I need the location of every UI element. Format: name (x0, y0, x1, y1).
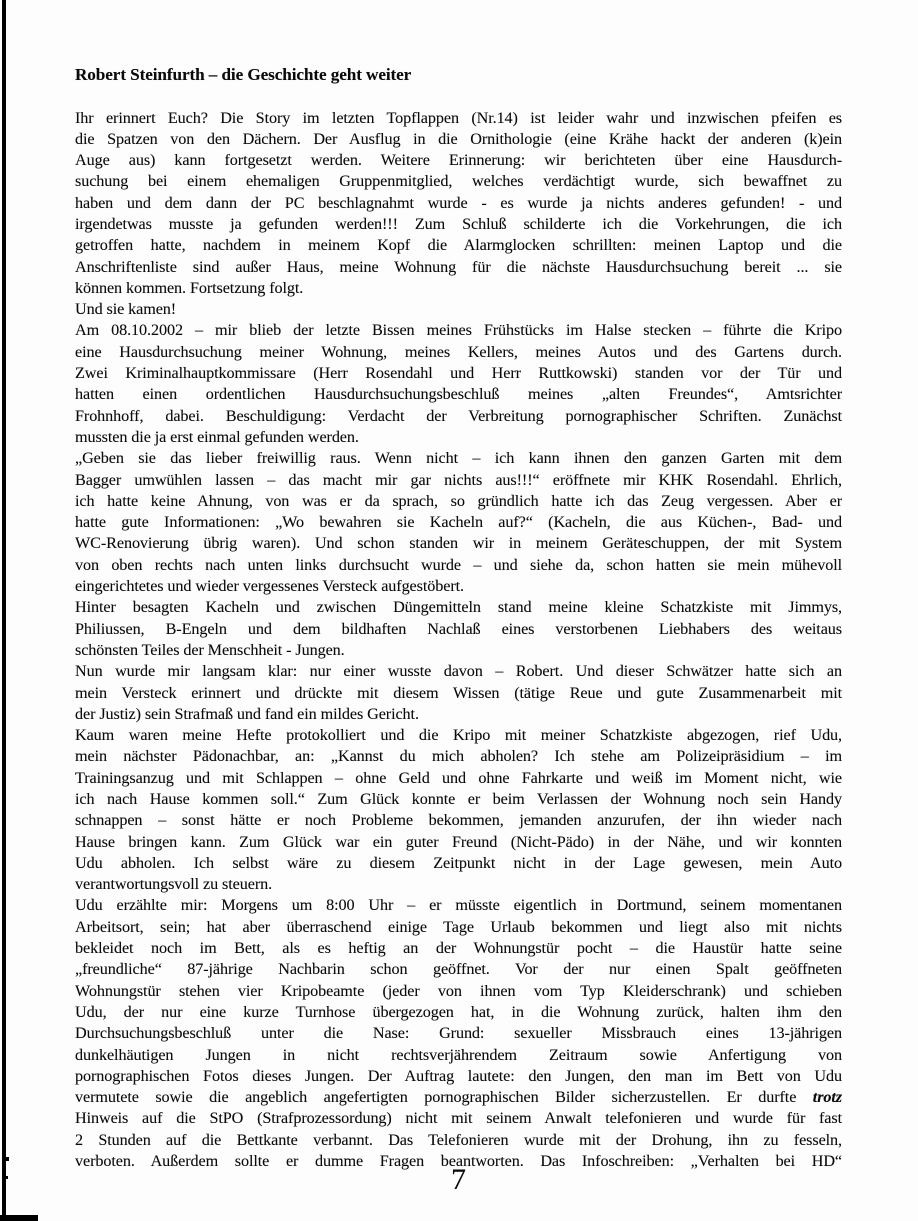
text-line: getroffen hatte, nachdem in meinem Kopf die Alarmglocken schrillten: meinen Laptop und die (75, 236, 842, 255)
text-line: Udu abholen. Ich selbst wäre zu diesem Zeitpunkt nicht in der Lage gewesen, mein Auto (75, 853, 842, 872)
text-line: hatten einen ordentlichen Hausdurchsuchungsbeschluß meines „alten Freundes“, Amtsrichter (75, 385, 842, 404)
text-line: irgendetwas musste ja gefunden werden!!! Zum Schluß schilderte ich die Vorkehrungen, die ich (75, 214, 842, 233)
text-line: können kommen. Fortsetzung folgt. (75, 278, 304, 297)
text-line: Trainingsanzug und mit Schlappen – ohne Geld und ohne Fahrkarte und weiß im Moment nicht, wie (75, 768, 842, 787)
text-line: die Spatzen von den Dächern. Der Ausflug in die Ornithologie (eine Krähe hackt der anderen (k)ein (75, 129, 842, 148)
text-line: bekleidet noch im Bett, als es heftig an der Wohnungstür pocht – die Haustür hatte seine (75, 939, 842, 958)
text-line: Frohnhoff, dabei. Beschuldigung: Verdacht der Verbreitung pornographischer Schriften. Zunächst (75, 406, 842, 425)
text-line: „Geben sie das lieber freiwillig raus. Wenn nicht – ich kann ihnen den ganzen Garten mit dem (75, 449, 842, 468)
text-line: Durchsuchungsbeschluß unter die Nase: Grund: sexueller Missbrauch eines 13-jährigen (75, 1024, 842, 1043)
text-line: Am 08.10.2002 – mir blieb der letzte Bissen meines Frühstücks im Halse stecken – führte die Kripo (75, 321, 842, 340)
text-line: Philiussen, B-Engeln und dem bildhaften Nachlaß eines verstorbenen Liebhabers des weitaus (75, 619, 842, 638)
text-line: schönsten Teiles der Menschheit - Jungen. (75, 640, 345, 659)
left-edge-scan-line (2, 0, 6, 1221)
text-line: Hinweis auf die StPO (Strafprozessordung) nicht mit seinem Anwalt telefonieren und wurde für fast (75, 1109, 842, 1128)
text-line: Hinter besagten Kacheln und zwischen Düngemitteln stand meine kleine Schatzkiste mit Jimmys, (75, 598, 842, 617)
text-column (75, 64, 842, 1172)
page-number: 7 (451, 1163, 466, 1196)
bottom-left-scan-mark (0, 1215, 38, 1221)
text-line: Bagger umwühlen lassen – das macht mir gar nichts aus!!!“ eröffnete mir KHK Rosendahl. Ehrlich, (75, 470, 842, 489)
page-title: Robert Steinfurth – die Geschichte geht weiter (75, 65, 412, 84)
text-line: eine Hausdurchsuchung meiner Wohnung, meines Kellers, meines Autos und des Gartens durch. (75, 342, 842, 361)
text-line: mein Versteck erinnert und drückte mit diesem Wissen (tätige Reue und gute Zusammenarbeit mit (75, 683, 842, 702)
text-line: Nun wurde mir langsam klar: nur einer wusste davon – Robert. Und dieser Schwätzer hatte sich an (75, 662, 842, 681)
text-line: schnappen – sonst hätte er noch Probleme bekommen, jemanden anzurufen, der ihn wieder nach (75, 811, 842, 830)
text-line: Auge aus) kann fortgesetzt werden. Weitere Erinnerung: wir berichteten über eine Hausdurch- (75, 151, 842, 170)
article-body (75, 108, 842, 1173)
text-line: Udu, der nur eine kurze Turnhose übergezogen hat, in die Wohnung zurück, halten ihm den (75, 1002, 842, 1021)
text-line: Arbeitsort, sein; hat aber überraschend einige Tage Urlaub bekommen und liegt also mit nichts (75, 917, 842, 936)
text-line: Wohnungstür stehen vier Kripobeamte (jeder von ihnen vom Typ Kleiderschrank) und schieben (75, 981, 842, 1000)
text-line: dunkelhäutigen Jungen in nicht rechtsverjährendem Zeitraum sowie Anfertigung von (75, 1045, 842, 1064)
text-line: eingerichtetes und wieder vergessenes Versteck aufgestöbert. (75, 577, 464, 596)
text-line: mein nächster Pädonachbar, an: „Kannst du mich abholen? Ich stehe am Polizeipräsidium – im (75, 747, 842, 766)
text-line: Hause bringen kann. Zum Glück war ein guter Freund (Nicht-Pädo) in der Nähe, und wir konnten (75, 832, 842, 851)
text-line: verantwortungsvoll zu steuern. (75, 875, 273, 894)
text-line: 2 Stunden auf die Bettkante verbannt. Das Telefonieren wurde mit der Drohung, ihn zu fesseln, (75, 1130, 842, 1149)
text-line: hatte gute Informationen: „Wo bewahren sie Kacheln auf?“ (Kacheln, die aus Küchen-, Bad- und (75, 513, 842, 532)
text-line: Zwei Kriminalhauptkommissare (Herr Rosendahl und Herr Ruttkowski) standen vor der Tür und (75, 364, 842, 383)
text-line: Ihr erinnert Euch? Die Story im letzten Topflappen (Nr.14) ist leider wahr und inzwischen pfeifen es (75, 108, 842, 127)
text-line: suchung bei einem ehemaligen Gruppenmitglied, welches verdächtigt wurde, sich bewaffnet zu (75, 172, 842, 191)
text-line: Und sie kamen! (75, 300, 177, 319)
text-line: „freundliche“ 87-jährige Nachbarin schon geöffnet. Vor der nur einen Spalt geöffneten (75, 960, 842, 979)
scan-artifact (6, 1157, 9, 1161)
emphasis-text: trotz (812, 1088, 842, 1107)
text-line: pornographischen Fotos dieses Jungen. Der Auftrag lautete: den Jungen, den man im Bett von Udu (75, 1066, 842, 1085)
text-line: ich hatte keine Ahnung, von was er da sprach, so gründlich hatte ich das Zeug vergessen. Aber er (75, 491, 842, 510)
text-line: ich nach Hause kommen soll.“ Zum Glück konnte er beim Verlassen der Wohnung noch sein Handy (75, 790, 842, 808)
text-line: Kaum waren meine Hefte protokolliert und die Kripo mit meiner Schatzkiste abgezogen, rief Udu, (75, 726, 842, 745)
text-line: haben und dem dann der PC beschlagnahmt wurde - es wurde ja nichts anderes gefunden! - und (75, 193, 842, 212)
text-line: Udu erzählte mir: Morgens um 8:00 Uhr – er müsste eigentlich in Dortmund, seinem momentanen (75, 896, 842, 915)
scan-artifact (6, 1176, 8, 1179)
text-line: verboten. Außerdem sollte er dumme Fragen beantworten. Das Infoschreiben: „Verhalten bei HD“ (75, 1152, 842, 1171)
text-line: WC-Renovierung übrig waren). Und schon standen wir in meinem Geräteschuppen, der mit System (75, 534, 842, 553)
text-line: Anschriftenliste sind außer Haus, meine Wohnung für die nächste Hausdurchsuchung bereit ... sie (75, 257, 842, 276)
text-line: mussten die ja erst einmal gefunden werden. (75, 427, 359, 446)
text-line: von oben rechts nach unten links durchsucht wurde – und siehe da, schon hatten sie mein mühevoll (75, 555, 842, 574)
text-line: vermutete sowie die angeblich angefertigten pornographischen Bilder sicherzustellen. Er durfte trotz (75, 1088, 842, 1107)
text-line: der Justiz) sein Strafmaß und fand ein mildes Gericht. (75, 704, 419, 723)
